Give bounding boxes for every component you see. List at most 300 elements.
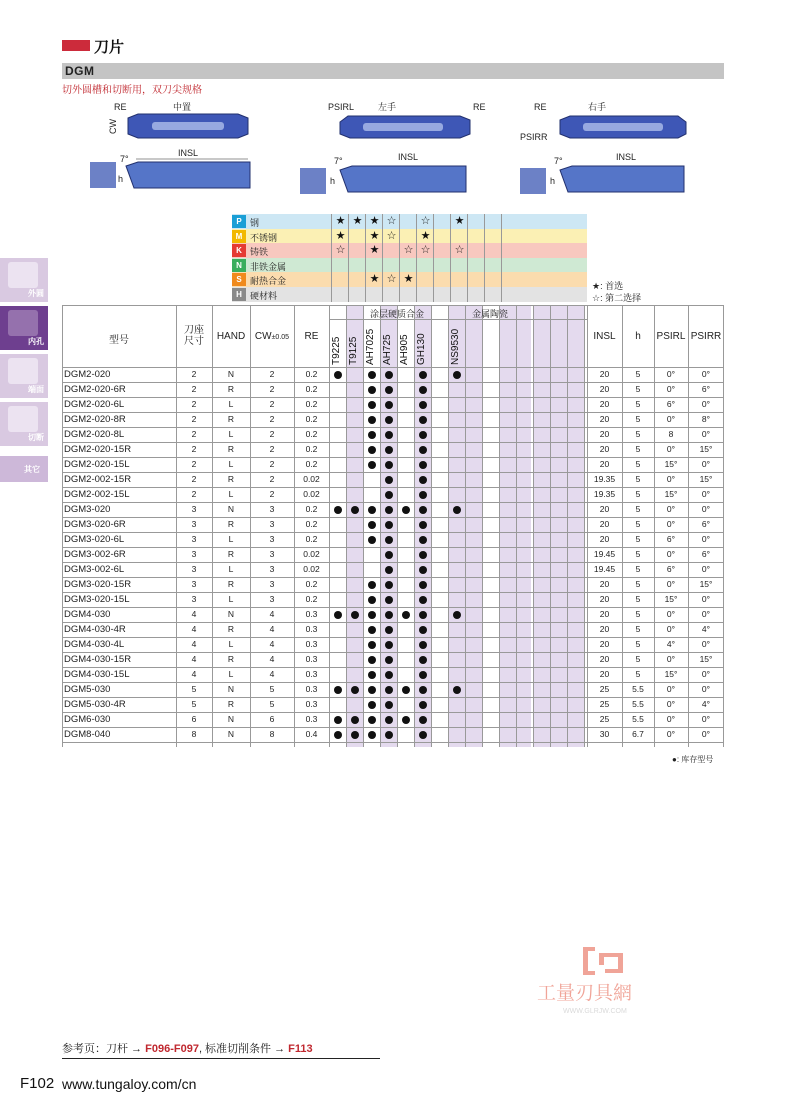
cell-re: 0.02 bbox=[303, 474, 320, 484]
label-angle-right: 7° bbox=[554, 156, 563, 166]
cell-cw: 3 bbox=[269, 549, 275, 559]
cell-insl: 25 bbox=[599, 714, 610, 724]
stock-dot bbox=[453, 371, 461, 379]
stock-dot bbox=[419, 731, 427, 739]
cell-hand: N bbox=[227, 504, 235, 514]
stock-dot bbox=[419, 716, 427, 724]
cell-psirl: 6° bbox=[666, 564, 676, 574]
ref-link-holders[interactable]: F096-F097 bbox=[145, 1043, 199, 1055]
grade-mark bbox=[366, 287, 383, 302]
cell-h: 5 bbox=[635, 369, 641, 379]
grade-mark: ☆ bbox=[403, 244, 414, 256]
cell-re: 0.3 bbox=[305, 624, 318, 634]
stock-dot bbox=[419, 701, 427, 709]
cell-re: 0.2 bbox=[305, 384, 318, 394]
cell-psirr: 0° bbox=[701, 489, 711, 499]
stock-dot bbox=[453, 686, 461, 694]
material-row bbox=[232, 214, 587, 229]
cell-cw: 3 bbox=[269, 579, 275, 589]
cell-re: 0.3 bbox=[305, 699, 318, 709]
label-h-right: h bbox=[550, 176, 556, 186]
cell-psirl: 0° bbox=[666, 579, 676, 589]
cell-h: 5 bbox=[635, 534, 641, 544]
cell-model: DGM4-030 bbox=[64, 609, 111, 620]
grade-mark bbox=[366, 258, 383, 273]
cell-model: DGM3-020-6R bbox=[64, 519, 126, 530]
cell-model: DGM2-020-8L bbox=[64, 429, 125, 440]
grade-mark bbox=[485, 243, 502, 258]
site-url[interactable]: www.tungaloy.com/cn bbox=[62, 1076, 197, 1092]
cell-hand: R bbox=[227, 414, 235, 424]
stock-dot bbox=[419, 566, 427, 574]
cell-seat: 2 bbox=[191, 429, 197, 439]
stock-dot bbox=[368, 686, 376, 694]
cell-seat: 2 bbox=[191, 489, 197, 499]
header-cw-label: CW bbox=[254, 331, 272, 342]
label-center: 中置 bbox=[173, 102, 192, 112]
grade-mark bbox=[434, 214, 451, 229]
stock-dot bbox=[385, 371, 393, 379]
cell-seat: 2 bbox=[191, 369, 197, 379]
stock-dot bbox=[385, 491, 393, 499]
cell-psirr: 0° bbox=[701, 504, 711, 514]
grade-mark bbox=[468, 258, 485, 273]
ref-link-conditions[interactable]: F113 bbox=[288, 1043, 313, 1055]
stock-dot bbox=[419, 386, 427, 394]
cell-cw: 3 bbox=[269, 504, 275, 514]
cell-seat: 4 bbox=[191, 654, 197, 664]
cell-re: 0.2 bbox=[305, 414, 318, 424]
cell-psirr: 15° bbox=[699, 474, 713, 484]
header-psirr: PSIRR bbox=[690, 331, 722, 342]
cell-hand: L bbox=[228, 534, 234, 544]
grade-mark bbox=[502, 229, 519, 244]
grade-mark bbox=[349, 229, 366, 244]
cell-psirr: 0° bbox=[701, 729, 711, 739]
grade-header-t9225: T9225 bbox=[331, 336, 342, 365]
stock-dot bbox=[419, 446, 427, 454]
cell-h: 5 bbox=[635, 429, 641, 439]
side-tab-outer[interactable]: 外圆 bbox=[0, 258, 48, 302]
material-row bbox=[232, 243, 587, 258]
header-hand: HAND bbox=[216, 331, 246, 342]
cell-psirl: 0° bbox=[666, 699, 676, 709]
stock-dot bbox=[402, 716, 410, 724]
grade-mark bbox=[417, 287, 434, 302]
cell-psirl: 0° bbox=[666, 444, 676, 454]
material-name: 不锈钢 bbox=[250, 232, 278, 243]
cell-hand: L bbox=[228, 429, 234, 439]
stock-dot bbox=[368, 446, 376, 454]
stock-dot bbox=[385, 521, 393, 529]
stock-dot bbox=[368, 461, 376, 469]
grade-mark bbox=[400, 287, 417, 302]
stock-dot bbox=[385, 446, 393, 454]
grade-mark bbox=[400, 229, 417, 244]
cell-psirr: 0° bbox=[701, 669, 711, 679]
grade-header-gh130: GH130 bbox=[416, 333, 427, 365]
grade-mark bbox=[502, 258, 519, 273]
cell-model: DGM4-030-4R bbox=[64, 624, 126, 635]
cell-re: 0.2 bbox=[305, 519, 318, 529]
cell-h: 5 bbox=[635, 639, 641, 649]
grade-mark bbox=[434, 258, 451, 273]
grade-mark bbox=[434, 229, 451, 244]
material-code: M bbox=[232, 230, 246, 243]
grade-mark bbox=[349, 258, 366, 273]
cell-cw: 6 bbox=[269, 714, 275, 724]
cell-hand: R bbox=[227, 384, 235, 394]
stock-dot bbox=[419, 461, 427, 469]
header-insl: INSL bbox=[593, 331, 616, 342]
grade-mark bbox=[417, 258, 434, 273]
grade-mark bbox=[468, 287, 485, 302]
stock-dot bbox=[385, 686, 393, 694]
cell-model: DGM2-020-15L bbox=[64, 459, 130, 470]
material-name: 非铁金属 bbox=[250, 261, 287, 272]
cell-cw: 4 bbox=[269, 639, 275, 649]
stock-dot bbox=[334, 371, 342, 379]
stock-dot bbox=[419, 581, 427, 589]
cell-h: 5 bbox=[635, 504, 641, 514]
cell-psirl: 0° bbox=[666, 519, 676, 529]
stock-dot bbox=[419, 506, 427, 514]
grade-mark bbox=[349, 272, 366, 287]
stock-dot bbox=[419, 596, 427, 604]
grade-mark bbox=[468, 272, 485, 287]
cell-psirl: 0° bbox=[666, 609, 676, 619]
reference-rule bbox=[62, 1058, 380, 1059]
cell-psirl: 0° bbox=[666, 654, 676, 664]
stock-note: ●: 库存型号 bbox=[672, 755, 714, 764]
cell-hand: L bbox=[228, 459, 234, 469]
grade-mark: ★ bbox=[369, 215, 380, 227]
cell-h: 5 bbox=[635, 519, 641, 529]
grade-mark: ★ bbox=[403, 273, 414, 285]
stock-dot bbox=[368, 596, 376, 604]
drawing-center bbox=[90, 101, 250, 188]
stock-dot bbox=[385, 566, 393, 574]
header-cw-tolerance: ±0.05 bbox=[271, 334, 290, 341]
cell-cw: 3 bbox=[269, 594, 275, 604]
legend-note-first: ★: 首选 bbox=[592, 281, 624, 291]
cell-insl: 19.35 bbox=[593, 489, 616, 499]
grade-header-ah905: AH905 bbox=[399, 334, 410, 365]
cell-cw: 2 bbox=[269, 429, 275, 439]
cell-model: DGM2-020-6L bbox=[64, 399, 125, 410]
cell-seat: 2 bbox=[191, 384, 197, 394]
label-psirr: PSIRR bbox=[520, 132, 548, 142]
stock-dot bbox=[385, 641, 393, 649]
cell-re: 0.2 bbox=[305, 534, 318, 544]
cell-re: 0.3 bbox=[305, 669, 318, 679]
side-tab-other[interactable]: 其它 bbox=[0, 456, 48, 482]
grade-mark bbox=[332, 272, 349, 287]
cell-seat: 3 bbox=[191, 579, 197, 589]
grade-mark bbox=[332, 258, 349, 273]
material-code: H bbox=[232, 288, 246, 301]
cell-hand: N bbox=[227, 684, 235, 694]
stock-dot bbox=[419, 401, 427, 409]
cell-re: 0.3 bbox=[305, 609, 318, 619]
material-row bbox=[232, 229, 587, 244]
cell-h: 5 bbox=[635, 654, 641, 664]
grade-mark: ★ bbox=[369, 273, 380, 285]
stock-dot bbox=[368, 581, 376, 589]
stock-dot bbox=[385, 671, 393, 679]
cell-psirl: 0° bbox=[666, 729, 676, 739]
grade-mark bbox=[502, 214, 519, 229]
cell-hand: N bbox=[227, 729, 235, 739]
cell-h: 5 bbox=[635, 399, 641, 409]
grade-mark bbox=[485, 229, 502, 244]
stock-dot bbox=[351, 716, 359, 724]
stock-dot bbox=[419, 431, 427, 439]
cell-psirr: 15° bbox=[699, 579, 713, 589]
grade-mark: ★ bbox=[352, 215, 363, 227]
cell-re: 0.02 bbox=[303, 549, 320, 559]
cell-psirl: 6° bbox=[666, 534, 676, 544]
cell-psirr: 0° bbox=[701, 714, 711, 724]
grade-mark bbox=[434, 287, 451, 302]
cell-h: 5 bbox=[635, 414, 641, 424]
stock-dot bbox=[368, 701, 376, 709]
cell-psirl: 0° bbox=[666, 714, 676, 724]
stock-dot bbox=[351, 686, 359, 694]
grade-mark bbox=[417, 272, 434, 287]
stock-dot bbox=[334, 506, 342, 514]
stock-dot bbox=[385, 611, 393, 619]
cell-seat: 4 bbox=[191, 669, 197, 679]
cell-insl: 20 bbox=[599, 594, 610, 604]
stock-dot bbox=[419, 371, 427, 379]
stock-dot bbox=[334, 611, 342, 619]
series-name: DGM bbox=[65, 64, 95, 78]
cell-cw: 5 bbox=[269, 699, 275, 709]
cell-seat: 3 bbox=[191, 519, 197, 529]
cell-psirr: 0° bbox=[701, 534, 711, 544]
stock-dot bbox=[385, 401, 393, 409]
stock-dot bbox=[385, 431, 393, 439]
cell-insl: 20 bbox=[599, 609, 610, 619]
cell-hand: L bbox=[228, 399, 234, 409]
cell-insl: 20 bbox=[599, 504, 610, 514]
cell-psirl: 15° bbox=[664, 669, 678, 679]
cell-insl: 20 bbox=[599, 519, 610, 529]
stock-dot bbox=[368, 386, 376, 394]
grade-mark bbox=[383, 243, 400, 258]
material-code: N bbox=[232, 259, 246, 272]
cell-hand: N bbox=[227, 714, 235, 724]
side-tab-face[interactable]: 端面 bbox=[0, 354, 48, 398]
cell-re: 0.3 bbox=[305, 654, 318, 664]
cell-model: DGM4-030-15L bbox=[64, 669, 130, 680]
cell-psirr: 6° bbox=[701, 384, 711, 394]
grade-mark bbox=[451, 272, 468, 287]
grade-header-t9125: T9125 bbox=[348, 336, 359, 365]
cell-h: 5 bbox=[635, 549, 641, 559]
header-re: RE bbox=[304, 331, 319, 342]
stock-dot bbox=[402, 686, 410, 694]
header-cermet: 金属陶瓷 bbox=[471, 309, 508, 319]
grade-mark bbox=[502, 243, 519, 258]
cell-model: DGM4-030-15R bbox=[64, 654, 132, 665]
stock-dot bbox=[351, 506, 359, 514]
cell-re: 0.2 bbox=[305, 504, 318, 514]
stock-dot bbox=[368, 626, 376, 634]
stock-dot bbox=[385, 536, 393, 544]
grade-mark: ★ bbox=[335, 229, 346, 242]
section-marker bbox=[62, 40, 90, 51]
grade-mark: ★ bbox=[369, 229, 380, 242]
cell-psirr: 15° bbox=[699, 444, 713, 454]
cell-insl: 20 bbox=[599, 624, 610, 634]
cell-hand: L bbox=[228, 564, 234, 574]
grade-mark: ★ bbox=[420, 229, 431, 242]
cell-cw: 2 bbox=[269, 459, 275, 469]
cell-model: DGM5-030-4R bbox=[64, 699, 126, 710]
cell-model: DGM3-020-15R bbox=[64, 579, 132, 590]
grade-mark bbox=[400, 258, 417, 273]
material-row bbox=[232, 258, 587, 273]
stock-dot bbox=[351, 611, 359, 619]
stock-dot bbox=[368, 431, 376, 439]
grade-mark bbox=[485, 214, 502, 229]
stock-dot bbox=[385, 506, 393, 514]
cell-cw: 3 bbox=[269, 564, 275, 574]
grade-mark bbox=[451, 287, 468, 302]
cell-cw: 2 bbox=[269, 399, 275, 409]
cell-cw: 5 bbox=[269, 684, 275, 694]
cell-insl: 20 bbox=[599, 429, 610, 439]
ref-mid: , 标准切削条件 → bbox=[198, 1043, 289, 1055]
cell-insl: 20 bbox=[599, 399, 610, 409]
cell-model: DGM6-030 bbox=[64, 714, 111, 725]
material-row bbox=[232, 287, 587, 302]
cell-psirl: 15° bbox=[664, 594, 678, 604]
cell-h: 5 bbox=[635, 474, 641, 484]
stock-dot bbox=[453, 506, 461, 514]
label-re-center: RE bbox=[114, 102, 127, 112]
stock-dot bbox=[419, 521, 427, 529]
cell-insl: 25 bbox=[599, 699, 610, 709]
cell-hand: R bbox=[227, 474, 235, 484]
stock-dot bbox=[334, 731, 342, 739]
cell-hand: R bbox=[227, 624, 235, 634]
cell-h: 5 bbox=[635, 564, 641, 574]
cell-cw: 2 bbox=[269, 414, 275, 424]
material-name: 硬材料 bbox=[250, 290, 278, 301]
stock-dot bbox=[368, 656, 376, 664]
side-tab-inner[interactable]: 内孔 bbox=[0, 306, 48, 350]
cell-insl: 20 bbox=[599, 654, 610, 664]
cell-insl: 20 bbox=[599, 384, 610, 394]
watermark-site: WWW.GLRJW.COM bbox=[563, 1008, 627, 1015]
grade-mark bbox=[485, 287, 502, 302]
label-angle-center: 7° bbox=[120, 154, 129, 164]
grade-mark bbox=[502, 272, 519, 287]
side-tab-cutoff[interactable]: 切断 bbox=[0, 402, 48, 446]
cell-seat: 2 bbox=[191, 474, 197, 484]
cell-h: 5 bbox=[635, 609, 641, 619]
grade-mark: ☆ bbox=[386, 215, 397, 227]
label-re-right: RE bbox=[534, 102, 547, 112]
watermark-logo bbox=[533, 945, 673, 1015]
stock-dot bbox=[385, 416, 393, 424]
cell-psirr: 0° bbox=[701, 609, 711, 619]
cell-insl: 20 bbox=[599, 414, 610, 424]
header-model: 型号 bbox=[109, 335, 129, 346]
material-name: 铸铁 bbox=[250, 247, 269, 257]
cell-hand: R bbox=[227, 444, 235, 454]
stock-dot bbox=[419, 611, 427, 619]
cell-seat: 2 bbox=[191, 399, 197, 409]
insert-table bbox=[62, 305, 724, 747]
stock-dot bbox=[385, 551, 393, 559]
series-bar bbox=[62, 63, 724, 79]
label-h-left: h bbox=[330, 176, 336, 186]
cell-cw: 3 bbox=[269, 519, 275, 529]
stock-dot bbox=[419, 671, 427, 679]
grade-mark bbox=[349, 243, 366, 258]
cell-psirl: 0° bbox=[666, 474, 676, 484]
stock-dot bbox=[453, 611, 461, 619]
cell-seat: 2 bbox=[191, 414, 197, 424]
cell-re: 0.2 bbox=[305, 399, 318, 409]
cell-re: 0.02 bbox=[303, 489, 320, 499]
cell-cw: 4 bbox=[269, 669, 275, 679]
drawing-right bbox=[520, 101, 686, 194]
grade-mark bbox=[468, 214, 485, 229]
page-number: F102 bbox=[20, 1075, 55, 1092]
material-row bbox=[232, 272, 587, 287]
stock-dot bbox=[419, 551, 427, 559]
cell-cw: 2 bbox=[269, 474, 275, 484]
cell-psirr: 0° bbox=[701, 639, 711, 649]
cell-re: 0.2 bbox=[305, 444, 318, 454]
stock-dot bbox=[385, 626, 393, 634]
cell-psirl: 0° bbox=[666, 624, 676, 634]
cell-seat: 3 bbox=[191, 504, 197, 514]
cell-psirl: 0° bbox=[666, 414, 676, 424]
cell-psirr: 4° bbox=[701, 699, 711, 709]
cell-seat: 4 bbox=[191, 624, 197, 634]
stock-dot bbox=[368, 671, 376, 679]
cell-re: 0.3 bbox=[305, 714, 318, 724]
stock-dot bbox=[402, 506, 410, 514]
stock-dot bbox=[368, 401, 376, 409]
grade-mark bbox=[383, 287, 400, 302]
cell-model: DGM3-020 bbox=[64, 504, 111, 515]
cell-re: 0.3 bbox=[305, 639, 318, 649]
cell-psirl: 0° bbox=[666, 384, 676, 394]
drawing-left bbox=[300, 101, 486, 194]
grade-mark bbox=[434, 272, 451, 287]
stock-dot bbox=[351, 731, 359, 739]
grade-mark: ☆ bbox=[420, 244, 431, 256]
label-cw: CW bbox=[108, 119, 118, 134]
label-right: 右手 bbox=[588, 102, 607, 112]
label-angle-left: 7° bbox=[334, 156, 343, 166]
grade-mark: ☆ bbox=[420, 215, 431, 227]
header-coated-carbide: 涂层硬质合金 bbox=[369, 309, 424, 319]
cell-insl: 20 bbox=[599, 459, 610, 469]
cell-psirr: 6° bbox=[701, 549, 711, 559]
cell-seat: 5 bbox=[191, 684, 197, 694]
stock-dot bbox=[368, 371, 376, 379]
label-insl-right: INSL bbox=[616, 152, 637, 162]
stock-dot bbox=[402, 611, 410, 619]
